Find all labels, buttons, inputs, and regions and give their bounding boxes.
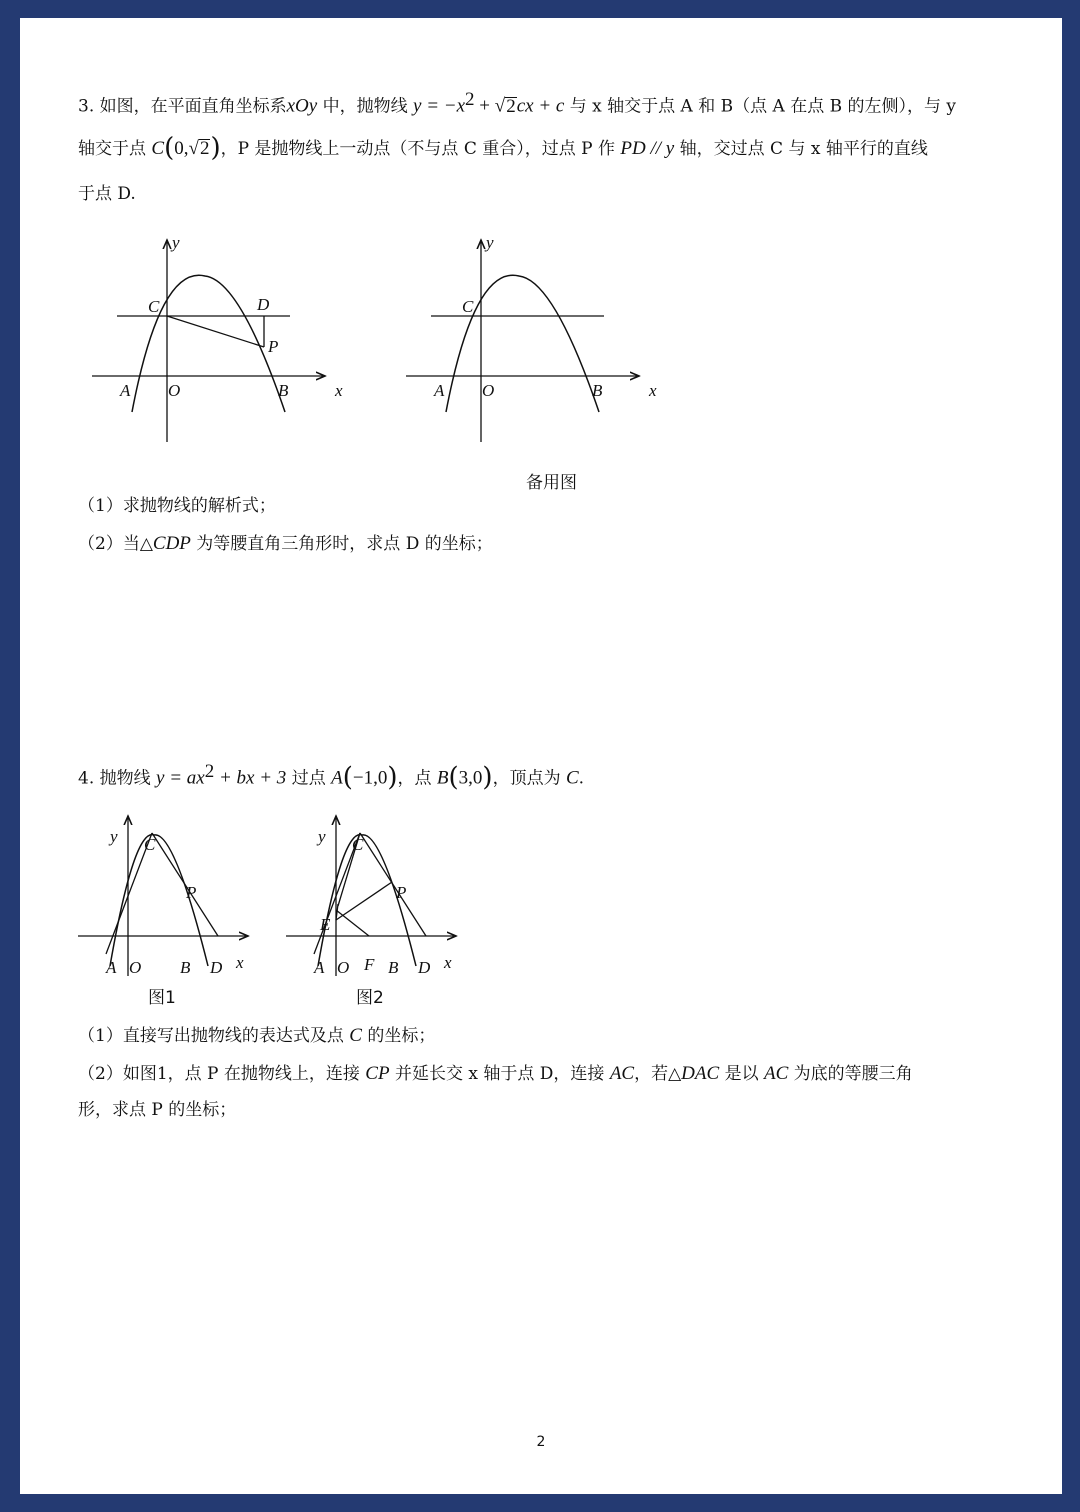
caption-spare-figure: 备用图 xyxy=(526,473,577,493)
label-o: O xyxy=(337,958,350,977)
label-d: D xyxy=(210,958,223,977)
label-d: D xyxy=(418,958,431,977)
label-a: A xyxy=(106,958,117,977)
label-o: O xyxy=(168,381,181,400)
label-a: A xyxy=(314,958,325,977)
label-o: O xyxy=(482,381,495,400)
parabola xyxy=(446,275,599,412)
label-c: C xyxy=(462,297,474,316)
label-o: O xyxy=(129,958,142,977)
label-x: x xyxy=(236,953,244,972)
segment-ef xyxy=(336,910,369,936)
q3-line2: 轴交于点 C(0,√2)，P 是抛物线上一动点（不与点 C 重合），过点 P 作 PD // y 轴，交过点 C 与 x 轴平行的直线 xyxy=(78,133,928,163)
label-b: B xyxy=(592,381,603,400)
q3-figure-main xyxy=(90,230,360,460)
q4-figure-2 xyxy=(284,808,484,1008)
label-b: B xyxy=(388,958,399,977)
label-y: y xyxy=(110,827,118,846)
q4-figure-1 xyxy=(76,808,276,1008)
label-x: x xyxy=(649,381,657,400)
label-a: A xyxy=(120,381,131,400)
label-b: B xyxy=(180,958,191,977)
label-p: P xyxy=(186,883,197,902)
label-y: y xyxy=(318,827,326,846)
q4-line1: 4. 抛物线 $y = ax^2$ + bx + 3 过点 A(−1,0)，点 B(3,0)，顶点为 C. xyxy=(78,761,585,793)
label-x: x xyxy=(335,381,343,400)
q3-line1: 3. 如图，在平面直角坐标系xOy 中，抛物线 $y = -x^2 + √2cx + c$ 与 x 轴交于点 A 和 B（点 A 在点 B 的左侧），与 y xyxy=(78,89,956,117)
label-p: P xyxy=(396,883,407,902)
label-a: A xyxy=(434,381,445,400)
label-b: B xyxy=(278,381,289,400)
q3-part1: （1）求抛物线的解析式； xyxy=(78,496,276,516)
segment-cd xyxy=(360,833,426,936)
label-d: D xyxy=(257,295,270,314)
label-e: E xyxy=(320,915,331,934)
page-number: 2 xyxy=(536,1434,546,1450)
q3-part2: （2）当△CDP 为等腰直角三角形时，求点 D 的坐标； xyxy=(78,533,493,554)
label-c: C xyxy=(148,297,160,316)
label-y: y xyxy=(172,233,180,252)
q3-line3: 于点 D. xyxy=(78,184,136,204)
label-f: F xyxy=(364,955,375,974)
segment-ep xyxy=(336,882,392,920)
q3-figure-spare xyxy=(404,230,674,500)
label-y: y xyxy=(486,233,494,252)
label-c: C xyxy=(352,835,364,854)
label-c: C xyxy=(144,835,156,854)
label-p: P xyxy=(268,337,279,356)
q4-part1: （1）直接写出抛物线的表达式及点 C 的坐标； xyxy=(78,1025,436,1046)
segment-cd xyxy=(152,833,218,936)
q4-part2-line1: （2）如图1，点 P 在抛物线上，连接 CP 并延长交 x 轴于点 D，连接 AC，若△DAC 是以 AC 为底的等腰三角 xyxy=(78,1063,913,1084)
segment-cp xyxy=(167,316,264,347)
caption-fig1-text: 图1 xyxy=(148,988,176,1008)
label-x: x xyxy=(444,953,452,972)
q4-part2-line2: 形，求点 P 的坐标； xyxy=(78,1100,237,1120)
caption-fig2: 图2 xyxy=(356,988,384,1008)
worksheet-page xyxy=(20,18,1062,1494)
